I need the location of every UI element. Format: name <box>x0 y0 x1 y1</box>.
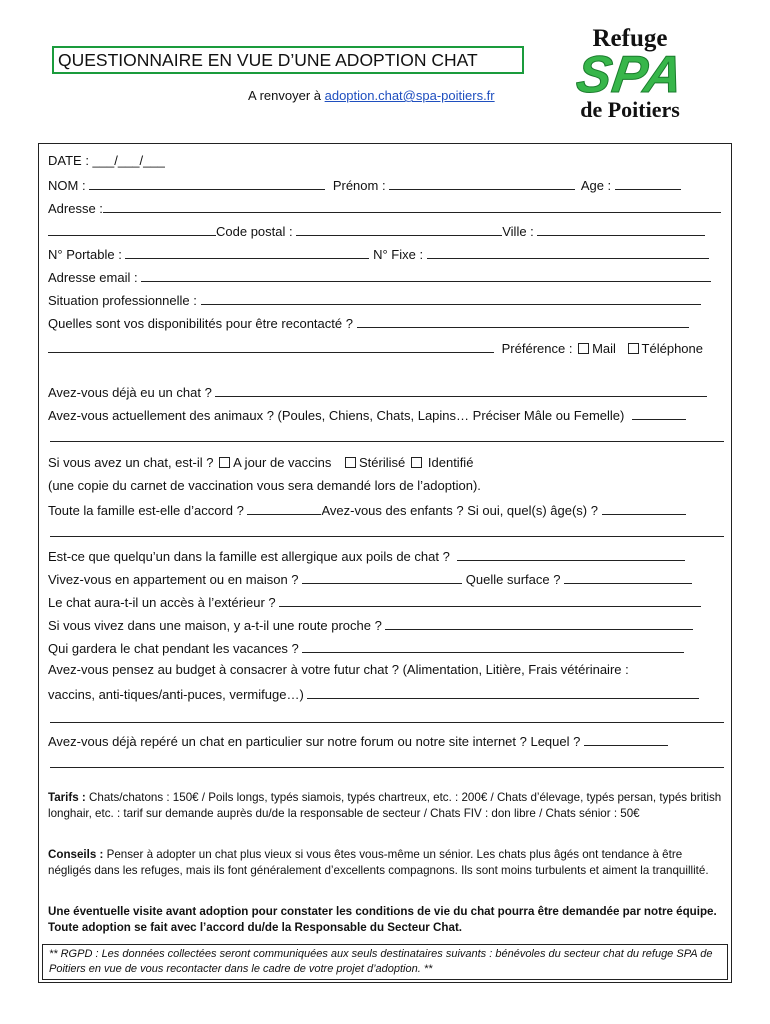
age-field[interactable] <box>615 176 681 190</box>
q-route-field[interactable] <box>385 616 693 630</box>
opt-identifie-label: Identifié <box>427 455 474 470</box>
prenom-field[interactable] <box>389 176 575 190</box>
q-budget-field-2[interactable] <box>50 722 724 723</box>
checkbox-vaccins[interactable] <box>219 457 230 468</box>
note-carnet: (une copie du carnet de vaccination vous sera demandé lors de l’adoption). <box>48 478 481 493</box>
email-field[interactable] <box>141 268 711 282</box>
adresse-field[interactable] <box>103 199 721 213</box>
q-famille-row <box>48 501 686 519</box>
code-postal-label: Code postal : <box>216 224 293 239</box>
age-label: Age : <box>580 178 612 193</box>
logo-line-spa: SPA <box>572 46 688 104</box>
q-budget-2: vaccins, anti-tiques/anti-puces, vermifuge…) <box>48 687 304 702</box>
tarifs-paragraph <box>48 790 728 822</box>
portable-label: N° Portable : <box>48 247 122 262</box>
conseils-text: Penser à adopter un chat plus vieux si vous êtes vous-même un sénior. Les chats plus âgés ont tendance à être négligés dans les refuges, mais ils font généralement d’excellents compagnons. Ils sont moins turbulents et aiment la tranquillité. <box>48 848 709 877</box>
q-exterieur-row <box>48 593 701 611</box>
spa-logo <box>555 26 705 126</box>
opt-vaccins-label: A jour de vaccins <box>233 455 332 470</box>
situation-label: Situation professionnelle : <box>48 293 197 308</box>
q-route: Si vous vivez dans une maison, y a-t-il une route proche ? <box>48 618 382 633</box>
checkbox-identifie[interactable] <box>411 457 422 468</box>
code-postal-field[interactable] <box>296 222 502 236</box>
checkbox-sterilise[interactable] <box>345 457 356 468</box>
logo-line-poitiers: de Poitiers <box>580 97 680 122</box>
dispo-label: Quelles sont vos disponibilités pour être recontacté ? <box>48 316 353 331</box>
situation-field[interactable] <box>201 291 701 305</box>
q-allergie-row <box>48 547 685 565</box>
conseils-label: Conseils : <box>48 848 104 861</box>
email-row <box>48 268 711 286</box>
q-budget-row <box>48 685 699 703</box>
name-row <box>48 176 681 194</box>
tarifs-label: Tarifs : <box>48 791 86 804</box>
q-logement-field[interactable] <box>302 570 462 584</box>
q-surface: Quelle surface ? <box>465 572 561 587</box>
q-allergie: Est-ce que quelqu’un dans la famille est allergique aux poils de chat ? <box>48 549 450 564</box>
conseils-paragraph <box>48 847 728 879</box>
q-si-chat-row <box>48 455 473 471</box>
form-title: QUESTIONNAIRE EN VUE D’UNE ADOPTION CHAT <box>52 46 524 74</box>
tarifs-text: Chats/chatons : 150€ / Poils longs, typés siamois, typés chartreux, etc. : 200€ / Chats d’élevage, typés persan, typés british longhair, etc. : tarif sur demande auprès du/de la responsable de secteur / Chats FIV : don libre / Chats sénior : 50€ <box>48 791 722 820</box>
q-animaux: Avez-vous actuellement des animaux ? (Poules, Chiens, Chats, Lapins… Préciser Mâle ou Femelle) <box>48 408 625 423</box>
q-vacances-row <box>48 639 684 657</box>
q-animaux-field[interactable] <box>632 406 686 420</box>
q-animaux-row <box>48 406 686 424</box>
q-exterieur: Le chat aura-t-il un accès à l’extérieur ? <box>48 595 276 610</box>
q-famille-field[interactable] <box>247 501 321 515</box>
opt-sterilise-label: Stérilisé <box>359 455 406 470</box>
q-enfants: Avez-vous des enfants ? Si oui, quel(s) âge(s) ? <box>321 503 598 518</box>
situation-row <box>48 291 701 309</box>
phone-row <box>48 245 709 263</box>
visite-paragraph: Une éventuelle visite avant adoption pour constater les conditions de vie du chat pourra être demandée par notre équipe. Toute adoption se fait avec l’accord du/de la Responsable du Secteur Chat. <box>48 905 717 934</box>
q-surface-field[interactable] <box>564 570 692 584</box>
address-row <box>48 199 721 217</box>
q-logement: Vivez-vous en appartement ou en maison ? <box>48 572 299 587</box>
dispo-field-2[interactable] <box>48 339 494 353</box>
preference-row <box>48 339 703 357</box>
q-budget-field[interactable] <box>307 685 699 699</box>
q-route-row <box>48 616 693 634</box>
logo-line-refuge: Refuge <box>592 25 668 52</box>
q-enfants-field[interactable] <box>602 501 686 515</box>
fixe-field[interactable] <box>427 245 709 259</box>
return-email-link[interactable]: adoption.chat@spa-poitiers.fr <box>324 88 495 103</box>
preference-label: Préférence : <box>501 341 573 356</box>
date-label[interactable]: DATE : ___/___/___ <box>48 153 165 168</box>
fixe-label: N° Fixe : <box>373 247 424 262</box>
city-row <box>48 222 705 240</box>
q-deja-chat: Avez-vous déjà eu un chat ? <box>48 385 212 400</box>
q-deja-chat-row <box>48 383 707 401</box>
q-repere-field[interactable] <box>584 732 668 746</box>
q-repere: Avez-vous déjà repéré un chat en particulier sur notre forum ou notre site internet ? Lequel ? <box>48 734 581 749</box>
adresse-field-2[interactable] <box>48 222 216 236</box>
pref-tel-label: Téléphone <box>641 341 703 356</box>
checkbox-telephone[interactable] <box>628 343 639 354</box>
q-logement-row <box>48 570 692 588</box>
q-budget-1: Avez-vous pensez au budget à consacrer à votre futur chat ? (Alimentation, Litière, Frais vétérinaire : <box>48 662 629 677</box>
q-allergie-field[interactable] <box>457 547 685 561</box>
rgpd-notice: ** RGPD : Les données collectées seront communiquées aux seuls destinataires suivants : bénévoles du secteur chat du refuge SPA de Poitiers en vue de vous recontacter dans le cadre de votre projet d’adoption. ** <box>42 944 728 980</box>
q-vacances: Qui gardera le chat pendant les vacances ? <box>48 641 299 656</box>
q-deja-chat-field[interactable] <box>215 383 707 397</box>
prenom-label: Prénom : <box>332 178 386 193</box>
ville-field[interactable] <box>537 222 705 236</box>
pref-mail-label: Mail <box>592 341 616 356</box>
nom-label: NOM : <box>48 178 86 193</box>
q-repere-row <box>48 732 668 750</box>
q-enfants-field-2[interactable] <box>50 536 724 537</box>
return-address <box>248 88 495 103</box>
checkbox-mail[interactable] <box>578 343 589 354</box>
return-prefix: A renvoyer à <box>248 88 325 103</box>
q-vacances-field[interactable] <box>302 639 684 653</box>
ville-label: Ville : <box>502 224 534 239</box>
nom-field[interactable] <box>89 176 325 190</box>
dispo-row <box>48 314 689 332</box>
q-exterieur-field[interactable] <box>279 593 701 607</box>
q-repere-field-2[interactable] <box>50 767 724 768</box>
email-label: Adresse email : <box>48 270 138 285</box>
dispo-field[interactable] <box>357 314 689 328</box>
q-famille: Toute la famille est-elle d’accord ? <box>48 503 244 518</box>
q-si-chat: Si vous avez un chat, est-il ? <box>48 455 214 470</box>
adresse-label: Adresse : <box>48 201 103 216</box>
portable-field[interactable] <box>125 245 369 259</box>
q-animaux-field-2[interactable] <box>50 441 724 442</box>
